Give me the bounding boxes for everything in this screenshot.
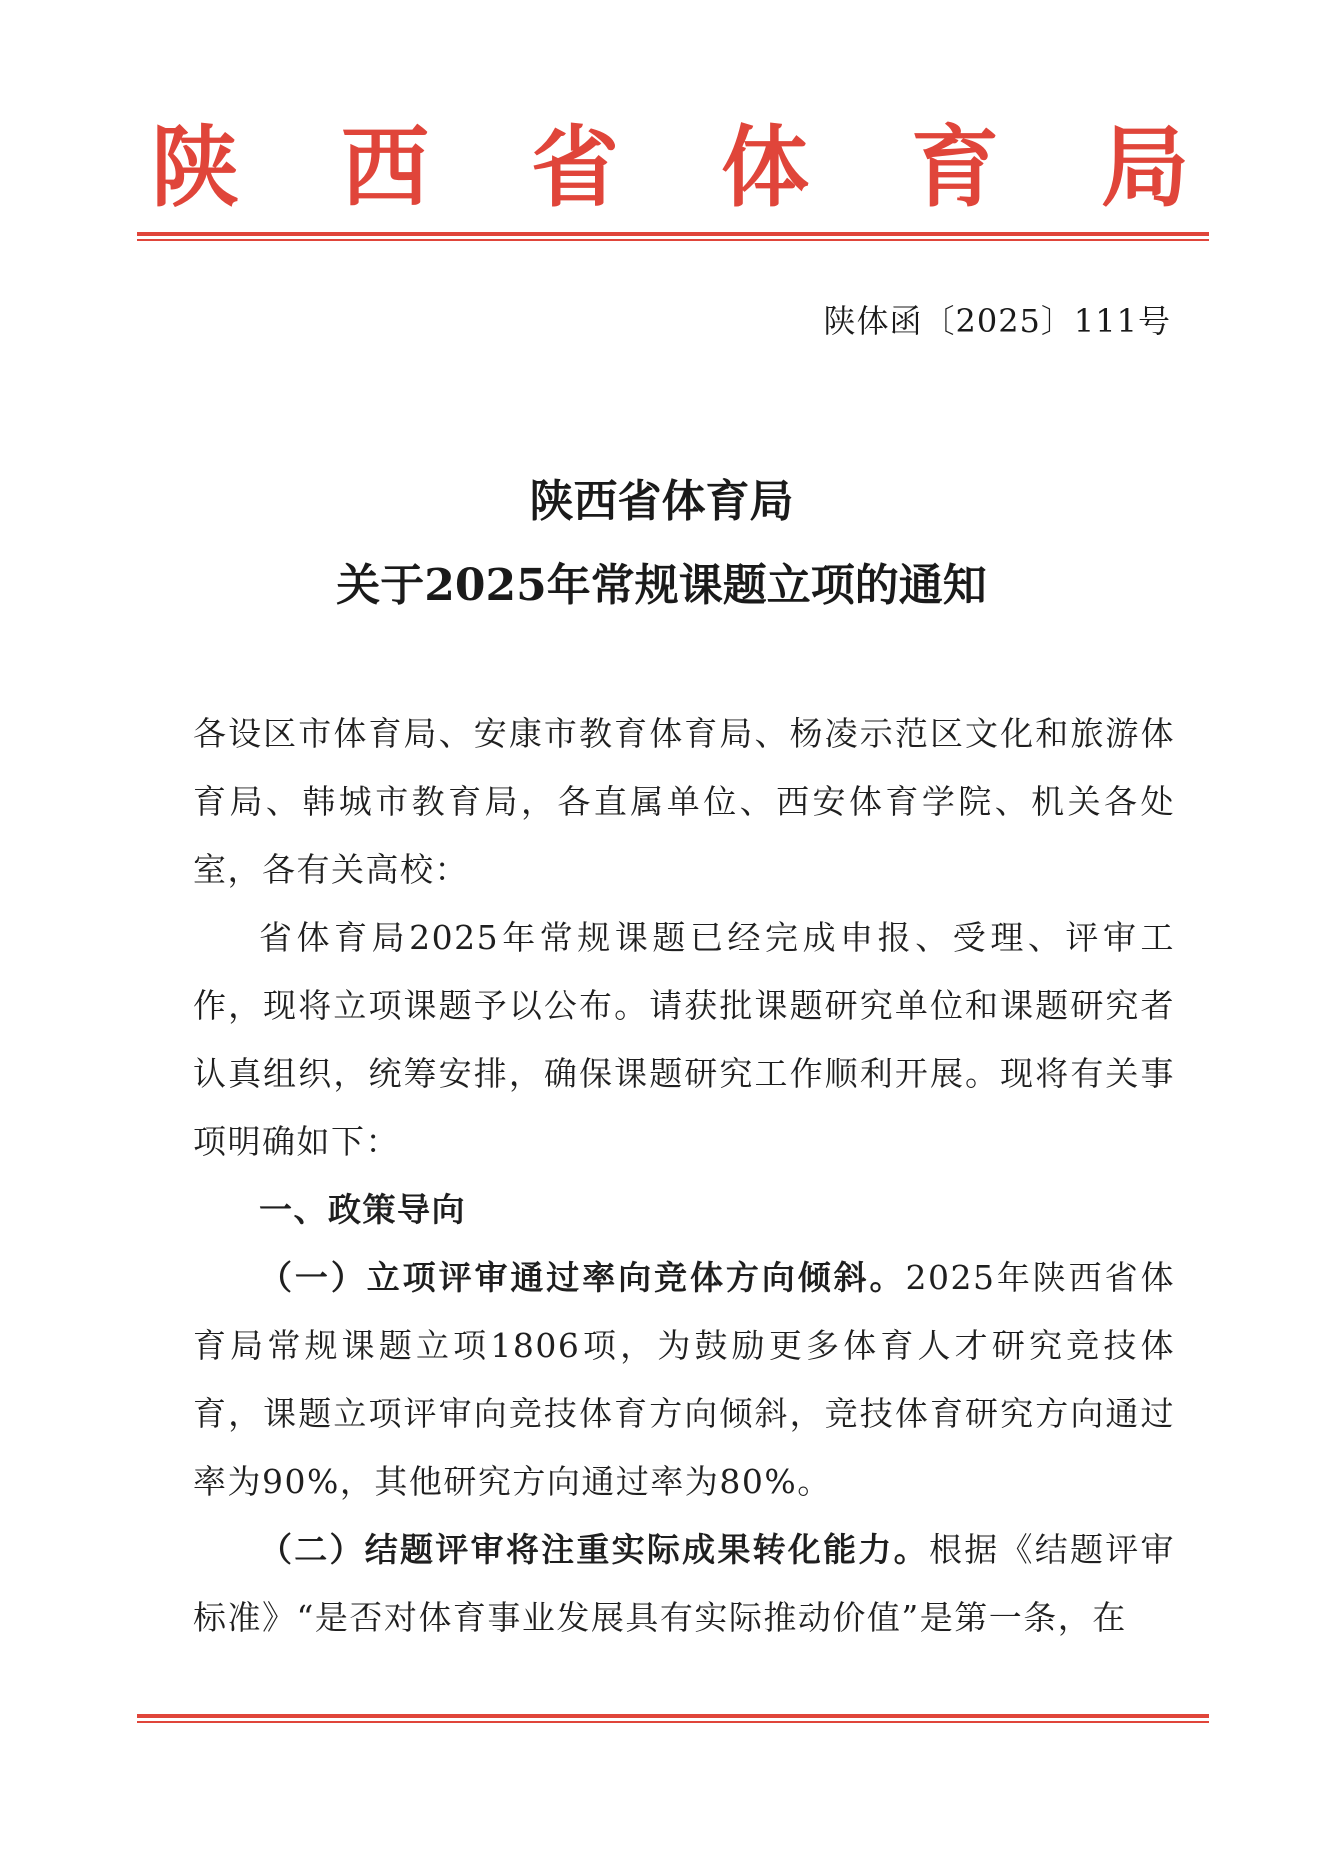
rule-thin-line (137, 239, 1209, 241)
item-1-lead: （一）立项评审通过率向竞体方向倾斜。 (259, 1258, 906, 1297)
item-2-text: 根据《结题评审标准》“是否对体育事业发展具有实际推动价值”是第一条，在 (193, 1530, 1176, 1637)
item-2-paragraph (193, 1516, 1175, 1652)
masthead-char: 省 (530, 115, 619, 219)
masthead-char: 局 (1100, 115, 1189, 219)
item-1-text: 2025年陕西省体育局常规课题立项1806项，为鼓励更多体育人才研究竞技体育，课题立项评审向竞技体育方向倾斜，竞技体育研究方向通过率为90%，其他研究方向通过率为80%。 (193, 1258, 1176, 1501)
masthead-char: 育 (910, 115, 999, 219)
agency-masthead (140, 112, 1200, 222)
item-1-paragraph (193, 1244, 1175, 1516)
footer-red-rule (137, 1714, 1209, 1723)
title-line-2: 关于2025年常规课题立项的通知 (336, 560, 987, 611)
masthead-char: 陕 (150, 115, 239, 219)
intro-paragraph: 省体育局2025年常规课题已经完成申报、受理、评审工作，现将立项课题予以公布。请获批课题研究单位和课题研究者认真组织，统筹安排，确保课题研究工作顺利开展。现将有关事项明确如下： (193, 918, 1175, 1161)
document-body (193, 700, 1175, 1652)
rule-thin-line (137, 1721, 1209, 1723)
item-2-lead: （二）结题评审将注重实际成果转化能力。 (259, 1530, 929, 1569)
document-number: 陕体函〔2025〕111号 (823, 302, 1171, 340)
header-red-rule (137, 232, 1209, 241)
rule-thick-line (137, 232, 1209, 236)
title-line-1: 陕西省体育局 (529, 476, 794, 527)
masthead-char: 西 (340, 115, 429, 219)
addressees-paragraph: 各设区市体育局、安康市教育体育局、杨凌示范区文化和旅游体育局、韩城市教育局，各直属单位、西安体育学院、机关各处室，各有关高校： (193, 714, 1175, 889)
masthead-char: 体 (720, 115, 809, 219)
section-heading: 一、政策导向 (259, 1190, 466, 1229)
rule-thick-line (137, 1714, 1209, 1718)
